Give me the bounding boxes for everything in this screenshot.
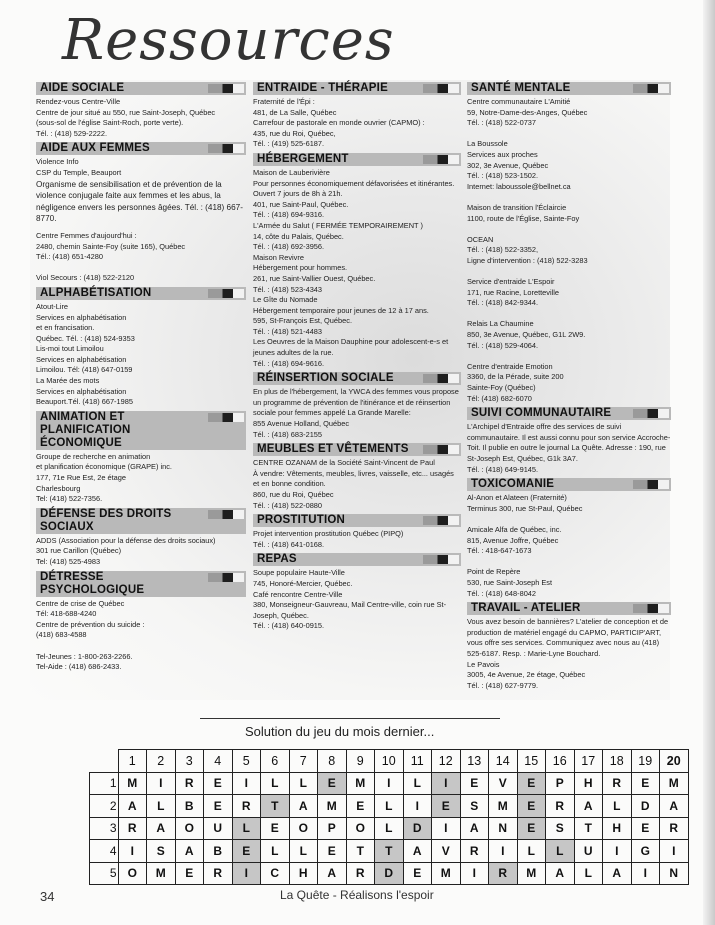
grid-cell: O	[346, 817, 375, 840]
grid-cell: T	[375, 840, 404, 863]
grid-cell: T	[574, 817, 603, 840]
grid-cell: M	[147, 862, 176, 885]
section-body: Centre de crise de Québec Tél: 418-688-4240 Centre de prévention du suicide : (418) 683-4588 Tel-Jeunes : 1-800-263-2266. Tel-Aide : (418) 686-2433.	[36, 598, 145, 672]
section-animation-planification	[36, 411, 246, 505]
grid-cell: P	[546, 772, 575, 795]
grid-cell: M	[318, 795, 347, 818]
section-body: En plus de l'hébergement, la YWCA des femmes vous propose un programme de prévention de l'itinérance et de réinsertion sociale pour femmes appelé La Grande Marelle: 855 Avenue Holland, Québec Tél. : (418) 683-2155	[253, 387, 459, 439]
grid-cell: E	[517, 795, 546, 818]
solution-divider	[200, 718, 500, 719]
grid-column-number: 9	[346, 750, 375, 773]
grid-cell: A	[175, 840, 204, 863]
section-body: Maison de Lauberivière Pour personnes économiquement défavorisées et itinérantes. Ouvert 7 jours de 8h à 21h. 401, rue Saint-Paul, Québec. Tél. : (418) 694-9316. L'Armée du Salut ( FERMÉE TEMPORAIREMENT ) 14, côte du Palais, Québec. Tél. : (418) 692-3956. Maison Revivre Hébergement pour hommes. 261, rue Saint-Vallier Ouest, Québec. Tél. : (418) 523-4343 Le Gîte du Nomade Hébergement temporaire pour jeunes de 12 à 17 ans. 595, St-François Est, Québec. Tél. : (418) 521-4483 Les Oeuvres de la Maison Dauphine pour adolescent-e-s et jeunes adultes de la rue. Tél. : (418) 694-9616.	[253, 167, 455, 368]
grid-cell: L	[261, 772, 290, 795]
section-heading: REPAS	[253, 553, 461, 566]
section-body-large: Organisme de sensibilisation et de prévention de la violence conjugale faite aux femmes et les abus, la négligence envers les personnes âgées. Tél. : (418) 667-8770.	[36, 179, 243, 224]
grid-row-number: 4	[90, 840, 119, 863]
grid-cell: I	[232, 862, 261, 885]
section-reinsertion-sociale	[253, 372, 461, 440]
grid-cell: I	[375, 772, 404, 795]
section-body: Atout-Lire Services en alphabétisation et en francisation. Québec. Tél. : (418) 524-9353 Lis-moi tout Limoilou Services en alphabétisation Limoilou. Tél: (418) 647-0159 La Marée des mots Services en alphabétisation Beauport.Tél. (418) 667-1985	[36, 301, 135, 407]
grid-cell: L	[289, 840, 318, 863]
grid-cell: C	[261, 862, 290, 885]
grid-cell: M	[517, 862, 546, 885]
section-body: L'Archipel d'Entraide offre des services de suivi communautaire. Il est aussi connu pour son service Accroche-Toit. Il publie en outre le journal La Quête. Adresse : 190, rue St-Joseph Est, Québec, G1k 3A7. Tél. : (418) 649-9145.	[467, 422, 671, 474]
section-body: Violence Info CSP du Temple, Beauport	[36, 157, 122, 177]
solution-grid	[89, 749, 689, 885]
section-heading: SUIVI COMMUNAUTAIRE	[467, 407, 671, 420]
grid-cell: I	[118, 840, 147, 863]
section-defense-droits	[36, 508, 246, 568]
grid-cell: S	[460, 795, 489, 818]
grid-cell: E	[261, 817, 290, 840]
grid-cell: R	[118, 817, 147, 840]
grid-row-number: 1	[90, 772, 119, 795]
grid-cell: O	[118, 862, 147, 885]
grid-row	[90, 862, 689, 885]
grid-column-number: 18	[603, 750, 632, 773]
grid-cell: I	[232, 772, 261, 795]
grid-cell: H	[289, 862, 318, 885]
grid-column-number: 20	[660, 750, 689, 773]
section-alphabetisation	[36, 287, 246, 408]
grid-cell: R	[603, 772, 632, 795]
grid-cell: R	[460, 840, 489, 863]
grid-cell: L	[375, 795, 404, 818]
column-left	[36, 82, 246, 676]
grid-cell: U	[204, 817, 233, 840]
grid-cell: E	[432, 795, 461, 818]
grid-cell: A	[403, 840, 432, 863]
grid-column-number: 6	[261, 750, 290, 773]
section-heading: ENTRAIDE - THÉRAPIE	[253, 82, 461, 95]
grid-cell: I	[631, 862, 660, 885]
section-heading: TRAVAIL - ATELIER	[467, 602, 671, 615]
section-heading: PROSTITUTION	[253, 514, 461, 527]
grid-cell: R	[204, 862, 233, 885]
grid-column-number: 17	[574, 750, 603, 773]
grid-cell: R	[546, 795, 575, 818]
grid-cell: L	[574, 862, 603, 885]
grid-cell: O	[175, 817, 204, 840]
grid-cell: E	[318, 772, 347, 795]
grid-cell: M	[432, 862, 461, 885]
grid-row	[90, 840, 689, 863]
grid-cell: V	[432, 840, 461, 863]
grid-corner	[90, 750, 119, 773]
grid-cell: E	[631, 772, 660, 795]
grid-cell: E	[175, 862, 204, 885]
grid-column-number: 8	[318, 750, 347, 773]
grid-cell: A	[546, 862, 575, 885]
grid-cell: A	[460, 817, 489, 840]
grid-cell: B	[175, 795, 204, 818]
grid-column-number: 10	[375, 750, 404, 773]
grid-cell: L	[603, 795, 632, 818]
section-body: Vous avez besoin de bannières? L'atelier de conception et de production de matériel engagé du CAPMO, PARTICIP'ART, vous offre ses services. Communiquez avec nous au (418) 525-6187. Resp. : Marie-Lyne Bouchard. Le Pavois 3005, 4e Avenue, 2e étage, Québec Tél. : (418) 627-9779.	[467, 617, 669, 690]
section-prostitution	[253, 514, 461, 550]
grid-cell: B	[204, 840, 233, 863]
column-middle	[253, 82, 461, 635]
grid-cell: G	[631, 840, 660, 863]
grid-cell: T	[261, 795, 290, 818]
grid-cell: L	[261, 840, 290, 863]
grid-cell: R	[660, 817, 689, 840]
grid-cell: A	[574, 795, 603, 818]
grid-cell: E	[460, 772, 489, 795]
section-suivi-communautaire	[467, 407, 671, 475]
grid-cell: A	[147, 817, 176, 840]
grid-cell: E	[204, 772, 233, 795]
grid-cell: L	[289, 772, 318, 795]
grid-cell: S	[147, 840, 176, 863]
grid-cell: T	[346, 840, 375, 863]
section-aide-sociale	[36, 82, 246, 139]
section-body: Centre communautaire L'Amitié 59, Notre-Dame-des-Anges, Québec Tél. : (418) 522-0737 La Boussole Services aux proches 302, 3e Avenue, Québec Tél. : (418) 523-1502. Internet: laboussole@bellnet.ca Maison de transition l'Éclaircie 1100, route de l'Église, Sainte-Foy OCEAN Tél. : (418) 522-3352, Ligne d'intervention : (418) 522-3283 Service d'entraide L'Espoir 171, rue Racine, Loretteville Tél. : (418) 842-9344. Relais La Chaumine 850, 3e Avenue, Québec, G1L 2W9. Tél. : (418) 529-4064. Centre d'entraide Emotion 3360, de la Pérade, suite 200 Sainte-Foy (Québec) Tél: (418) 682-6070	[467, 97, 588, 403]
section-heading: ALPHABÉTISATION	[36, 287, 246, 300]
grid-cell: M	[346, 772, 375, 795]
grid-cell: E	[204, 795, 233, 818]
section-heading: DÉTRESSE PSYCHOLOGIQUE	[36, 571, 246, 597]
grid-column-number: 11	[403, 750, 432, 773]
section-heading: DÉFENSE DES DROITS SOCIAUX	[36, 508, 246, 534]
grid-cell: E	[517, 817, 546, 840]
grid-cell: L	[232, 817, 261, 840]
grid-cell: I	[603, 840, 632, 863]
section-body: CENTRE OZANAM de la Société Saint-Vincent de Paul À vendre: Vêtements, meubles, livres, vaisselle, etc... usagés et en bonne condition. 860, rue du Roi, Québec Tél. : (418) 522-0880	[253, 458, 454, 510]
grid-cell: M	[489, 795, 518, 818]
section-heading: AIDE AUX FEMMES	[36, 142, 246, 155]
grid-column-number: 1	[118, 750, 147, 773]
grid-cell: L	[517, 840, 546, 863]
grid-cell: I	[432, 817, 461, 840]
grid-cell: E	[318, 840, 347, 863]
section-heading: RÉINSERTION SOCIALE	[253, 372, 461, 385]
section-body: Rendez-vous Centre-Ville Centre de jour situé au 550, rue Saint-Joseph, Québec (sous-sol de l'église Saint-Roch, porte verte). Tél. : (418) 529-2222.	[36, 97, 216, 138]
grid-cell: V	[489, 772, 518, 795]
section-detresse-psychologique	[36, 571, 246, 673]
grid-cell: D	[403, 817, 432, 840]
grid-cell: E	[517, 772, 546, 795]
section-travail-atelier	[467, 602, 671, 691]
section-sante-mentale	[467, 82, 671, 404]
footer-text: La Quête - Réalisons l'espoir	[280, 888, 434, 902]
section-heading: MEUBLES ET VÊTEMENTS	[253, 443, 461, 456]
grid-cell: I	[660, 840, 689, 863]
grid-cell: L	[147, 795, 176, 818]
grid-cell: P	[318, 817, 347, 840]
grid-cell: H	[603, 817, 632, 840]
section-body: Projet intervention prostitution Québec (PIPQ) Tél. : (418) 641-0168.	[253, 529, 404, 549]
grid-cell: H	[574, 772, 603, 795]
grid-column-number: 13	[460, 750, 489, 773]
section-heading: AIDE SOCIALE	[36, 82, 246, 95]
section-heading: ANIMATION ET PLANIFICATION ÉCONOMIQUE	[36, 411, 246, 450]
page-title: Ressources	[62, 8, 395, 73]
section-aide-aux-femmes	[36, 142, 246, 284]
section-toxicomanie	[467, 478, 671, 599]
section-repas	[253, 553, 461, 632]
grid-cell: M	[660, 772, 689, 795]
grid-cell: R	[489, 862, 518, 885]
section-body: Centre Femmes d'aujourd'hui : 2480, chemin Sainte-Foy (suite 165), Québec Tél.: (418) 651-4280 Viol Secours : (418) 522-2120	[36, 230, 186, 283]
grid-column-number: 4	[204, 750, 233, 773]
grid-cell: R	[232, 795, 261, 818]
grid-column-number: 16	[546, 750, 575, 773]
grid-cell: I	[403, 795, 432, 818]
section-body: Soupe populaire Haute-Ville 745, Honoré-Mercier, Québec. Café rencontre Centre-Ville 380, Monseigneur-Gauvreau, Mail Centre-ville, coin rue St-Joseph, Québec. Tél. : (418) 640-0915.	[253, 568, 447, 631]
grid-cell: A	[318, 862, 347, 885]
grid-cell: L	[403, 772, 432, 795]
grid-column-number: 3	[175, 750, 204, 773]
grid-cell: A	[660, 795, 689, 818]
section-body: ADDS (Association pour la défense des droits sociaux) 301 rue Carillon (Québec) Tel: (418) 525-4983	[36, 535, 216, 566]
section-heading: HÉBERGEMENT	[253, 153, 461, 166]
column-right	[467, 82, 671, 694]
grid-column-number: 2	[147, 750, 176, 773]
section-body: Fraternité de l'Épi : 481, de La Salle, Québec Carrefour de pastorale en monde ouvrier (CAPMO) : 435, rue du Roi, Québec, Tél. : (419) 525-6187.	[253, 97, 425, 149]
grid-cell: I	[460, 862, 489, 885]
grid-column-number: 7	[289, 750, 318, 773]
section-heading: SANTÉ MENTALE	[467, 82, 671, 95]
grid-cell: E	[346, 795, 375, 818]
grid-row-number: 2	[90, 795, 119, 818]
grid-row	[90, 795, 689, 818]
grid-cell: A	[603, 862, 632, 885]
grid-row-number: 3	[90, 817, 119, 840]
section-body: Groupe de recherche en animation et planification économique (GRAPE) inc. 177, 71e Rue Est, 2e étage Charlesbourg Tel: (418) 522-7356.	[36, 451, 172, 504]
grid-cell: N	[660, 862, 689, 885]
section-heading: TOXICOMANIE	[467, 478, 671, 491]
grid-column-number: 14	[489, 750, 518, 773]
grid-cell: E	[631, 817, 660, 840]
grid-cell: D	[631, 795, 660, 818]
grid-column-number: 12	[432, 750, 461, 773]
page-number: 34	[40, 889, 55, 904]
section-meubles-vetements	[253, 443, 461, 511]
grid-cell: N	[489, 817, 518, 840]
grid-row	[90, 772, 689, 795]
grid-column-number: 5	[232, 750, 261, 773]
grid-cell: R	[175, 772, 204, 795]
grid-cell: L	[546, 840, 575, 863]
grid-cell: A	[289, 795, 318, 818]
grid-cell: L	[375, 817, 404, 840]
grid-column-number: 19	[631, 750, 660, 773]
grid-cell: E	[403, 862, 432, 885]
grid-cell: I	[147, 772, 176, 795]
section-entraide-therapie	[253, 82, 461, 150]
grid-column-number: 15	[517, 750, 546, 773]
solution-title: Solution du jeu du mois dernier...	[245, 724, 435, 739]
grid-cell: A	[118, 795, 147, 818]
page-edge-shadow	[703, 0, 715, 925]
grid-cell: U	[574, 840, 603, 863]
grid-cell: I	[489, 840, 518, 863]
grid-cell: O	[289, 817, 318, 840]
grid-row-number: 5	[90, 862, 119, 885]
grid-cell: E	[232, 840, 261, 863]
grid-row	[90, 817, 689, 840]
grid-cell: D	[375, 862, 404, 885]
section-hebergement	[253, 153, 461, 369]
grid-cell: I	[432, 772, 461, 795]
grid-cell: M	[118, 772, 147, 795]
section-body: Al-Anon et Alateen (Fraternité) Terminus 300, rue St-Paul, Québec Amicale Alfa de Québec, inc. 815, Avenue Joffre, Québec Tél. : 418-647-1673 Point de Repère 530, rue Saint-Joseph Est Tél. : (418) 648-8042	[467, 493, 583, 598]
grid-cell: S	[546, 817, 575, 840]
grid-cell: R	[346, 862, 375, 885]
